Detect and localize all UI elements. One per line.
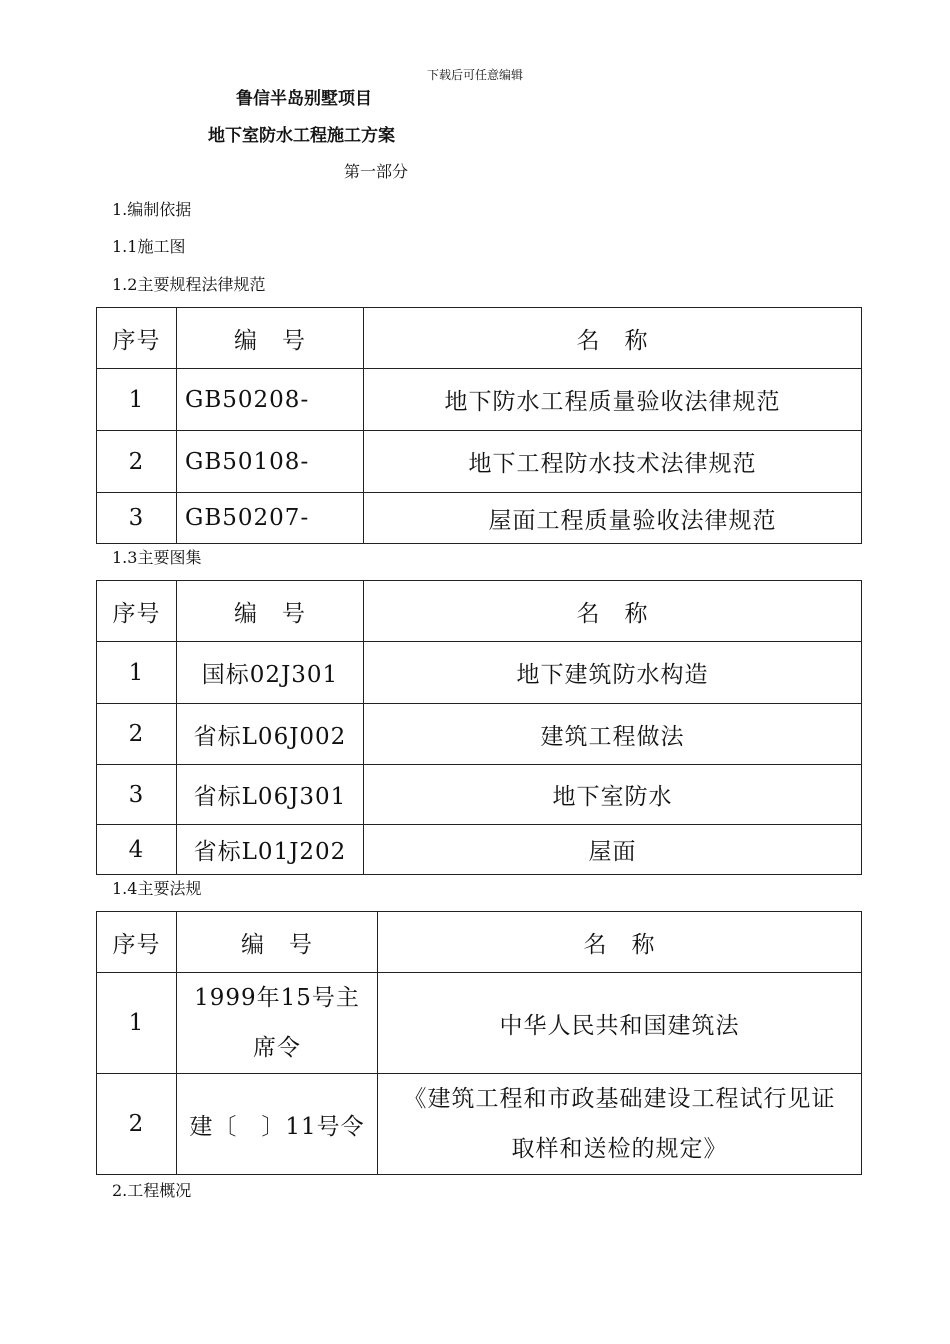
row-no: 2	[97, 431, 177, 493]
section-heading-1-1: 1.1施工图	[112, 237, 186, 256]
row-no: 2	[97, 704, 177, 765]
row-no: 2	[97, 1074, 177, 1175]
row-no: 3	[97, 493, 177, 544]
row-name-line1: 《建筑工程和市政基础建设工程试行见证	[403, 1086, 836, 1112]
section-heading-1: 1.编制依据	[112, 200, 192, 219]
regulations-table	[96, 307, 862, 544]
row-code: GB50108-	[177, 431, 364, 493]
project-title: 鲁信半岛别墅项目	[236, 89, 372, 109]
row-code: 建〔 〕11号令	[177, 1074, 378, 1175]
atlas-table	[96, 580, 862, 875]
row-name: 地下防水工程质量验收法律规范	[364, 369, 862, 431]
table-header-row	[97, 581, 862, 642]
row-name: 屋面	[364, 825, 862, 875]
row-name: 中华人民共和国建筑法	[378, 973, 862, 1074]
row-name	[378, 1074, 862, 1175]
row-name: 屋面工程质量验收法律规范	[364, 493, 862, 544]
header-name: 名 称	[378, 912, 862, 973]
row-no: 1	[97, 369, 177, 431]
row-no: 1	[97, 973, 177, 1074]
row-code: 省标L06J002	[177, 704, 364, 765]
table-row	[97, 1074, 862, 1175]
part-heading: 第一部分	[344, 162, 409, 181]
table-row	[97, 765, 862, 825]
row-name: 地下建筑防水构造	[364, 642, 862, 704]
header-no: 序号	[97, 308, 177, 369]
table-row	[97, 369, 862, 431]
table-header-row	[97, 308, 862, 369]
row-no: 1	[97, 642, 177, 704]
table-row	[97, 825, 862, 875]
header-name: 名 称	[364, 308, 862, 369]
table-header-row	[97, 912, 862, 973]
row-no: 3	[97, 765, 177, 825]
row-code-line1: 1999年15号主	[194, 985, 360, 1011]
section-heading-1-3: 1.3主要图集	[112, 548, 202, 567]
header-no: 序号	[97, 581, 177, 642]
row-code: 省标L06J301	[177, 765, 364, 825]
section-heading-1-4: 1.4主要法规	[112, 879, 202, 898]
header-name: 名 称	[364, 581, 862, 642]
header-note: 下载后可任意编辑	[426, 68, 523, 82]
table-row	[97, 642, 862, 704]
row-name: 建筑工程做法	[364, 704, 862, 765]
document-title: 地下室防水工程施工方案	[208, 126, 395, 146]
row-name: 地下室防水	[364, 765, 862, 825]
section-heading-1-2: 1.2主要规程法律规范	[112, 275, 266, 294]
table-row	[97, 704, 862, 765]
header-no: 序号	[97, 912, 177, 973]
table-row	[97, 431, 862, 493]
header-code: 编 号	[177, 581, 364, 642]
row-code	[177, 973, 378, 1074]
header-code: 编 号	[177, 912, 378, 973]
row-code: 国标02J301	[177, 642, 364, 704]
row-name: 地下工程防水技术法律规范	[364, 431, 862, 493]
row-code-line2: 席令	[253, 1035, 301, 1061]
header-code: 编 号	[177, 308, 364, 369]
table-row	[97, 973, 862, 1074]
section-heading-2: 2.工程概况	[112, 1181, 192, 1200]
laws-table	[96, 911, 862, 1175]
row-code: GB50208-	[177, 369, 364, 431]
row-name-line2: 取样和送检的规定》	[511, 1136, 728, 1162]
row-no: 4	[97, 825, 177, 875]
row-code: GB50207-	[177, 493, 364, 544]
row-code: 省标L01J202	[177, 825, 364, 875]
table-row	[97, 493, 862, 544]
